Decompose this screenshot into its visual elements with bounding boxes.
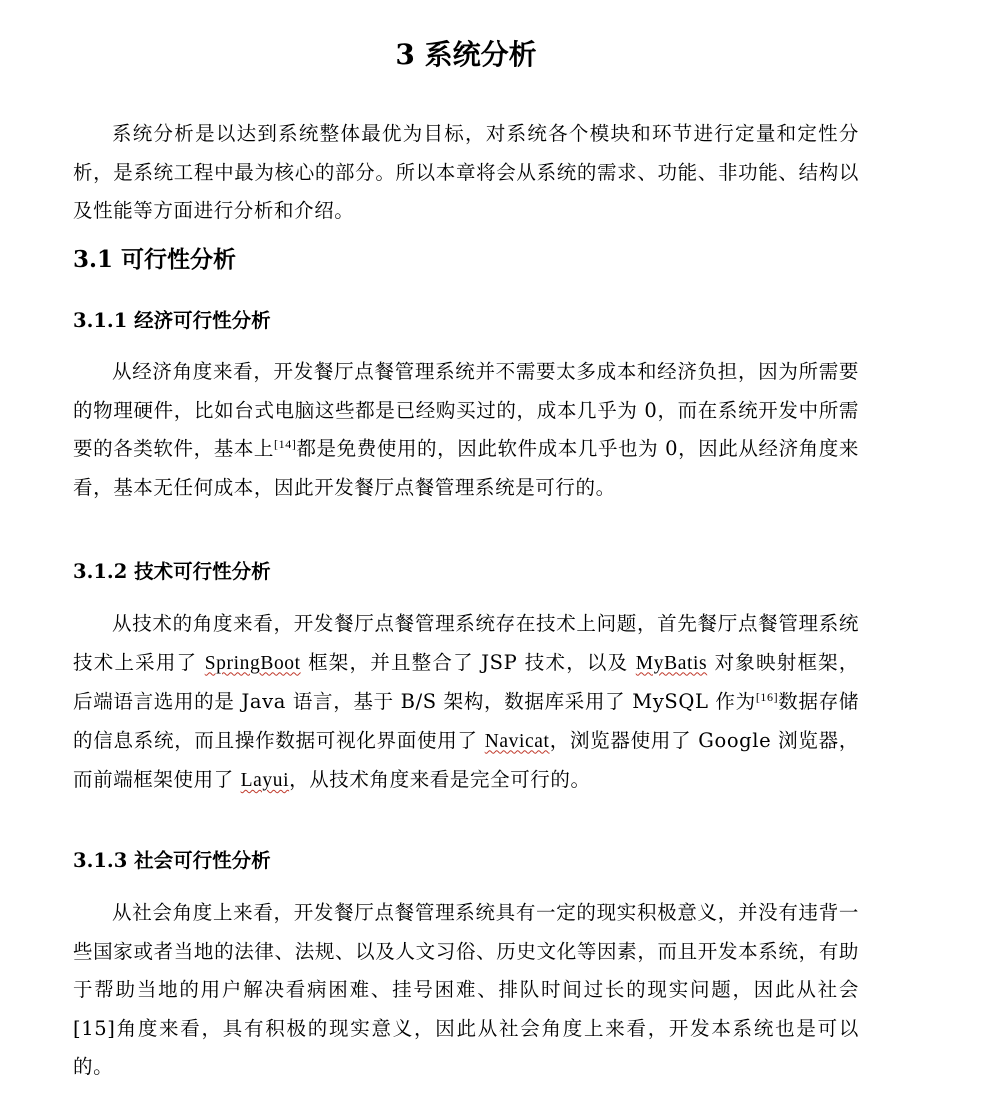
navicat-term: Navicat — [484, 730, 550, 752]
chapter-title: 3 系统分析 — [395, 38, 537, 71]
citation-16: [16] — [755, 690, 779, 704]
layui-term: Layui — [240, 770, 290, 791]
section-3-1-1-heading: 3.1.1 经济可行性分析 — [73, 309, 271, 332]
section-3-1-heading: 3.1 可行性分析 — [73, 246, 237, 273]
springboot-term: SpringBoot — [204, 652, 301, 674]
technical-text-part-2: 框架，并且整合了 JSP 技术，以及 — [300, 650, 636, 674]
technical-text-part-1: 从技术的角度来看，开发餐厅点餐管理系统存在技术上问题，首先餐厅点餐管理系统技术上采用了 — [73, 612, 859, 674]
intro-paragraph: 系统分析是以达到系统整体最优为目标，对系统各个模块和环节进行定量和定性分析，是系统工程中最为核心的部分。所以本章将会从系统的需求、功能、非功能、结构以及性能等方面进行分析和介绍。 — [73, 122, 859, 222]
economic-text-part-2: 都是免费使用的，因此软件成本几乎也为 0，因此从经济角度来看，基本无任何成本，因此开发餐厅点餐管理系统是可行的。 — [73, 437, 859, 499]
mybatis-term: MyBatis — [635, 652, 708, 674]
section-3-1-2-heading: 3.1.2 技术可行性分析 — [73, 560, 271, 583]
technical-text-part-4: 数据存储的信息系统，而且操作数据可视化界面使用了 — [73, 690, 859, 752]
technical-text-part-3: 对象映射框架，后端语言选用的是 Java 语言，基于 B/S 架构，数据库采用了 MySQL 作为 — [73, 650, 860, 713]
economic-feasibility-paragraph — [73, 353, 859, 507]
citation-14: [14] — [274, 437, 297, 451]
section-3-1-3-heading: 3.1.3 社会可行性分析 — [73, 849, 271, 872]
economic-text-part-1: 从经济角度来看，开发餐厅点餐管理系统并不需要太多成本和经济负担，因为所需要的物理硬件，比如台式电脑这些都是已经购买过的，成本几乎为 0，而在系统开发中所需要的各类软件，基本上 — [73, 360, 859, 460]
technical-text-part-6: ，从技术角度来看是完全可行的。 — [289, 768, 591, 791]
social-feasibility-paragraph: 从社会角度上来看，开发餐厅点餐管理系统具有一定的现实积极意义，并没有违背一些国家或者当地的法律、法规、以及人文习俗、历史文化等因素，而且开发本系统，有助于帮助当地的用户解决看病困难、挂号困难、排队时间过长的现实问题，因此从社会[15]角度来看，具有积极的现实意义，因此从社会角度上来看，开发本系统也是可以的。 — [73, 901, 859, 1078]
technical-text-part-5: ，浏览器使用了 Google 浏览器，而前端框架使用了 — [73, 728, 859, 791]
technical-feasibility-paragraph — [73, 605, 859, 801]
